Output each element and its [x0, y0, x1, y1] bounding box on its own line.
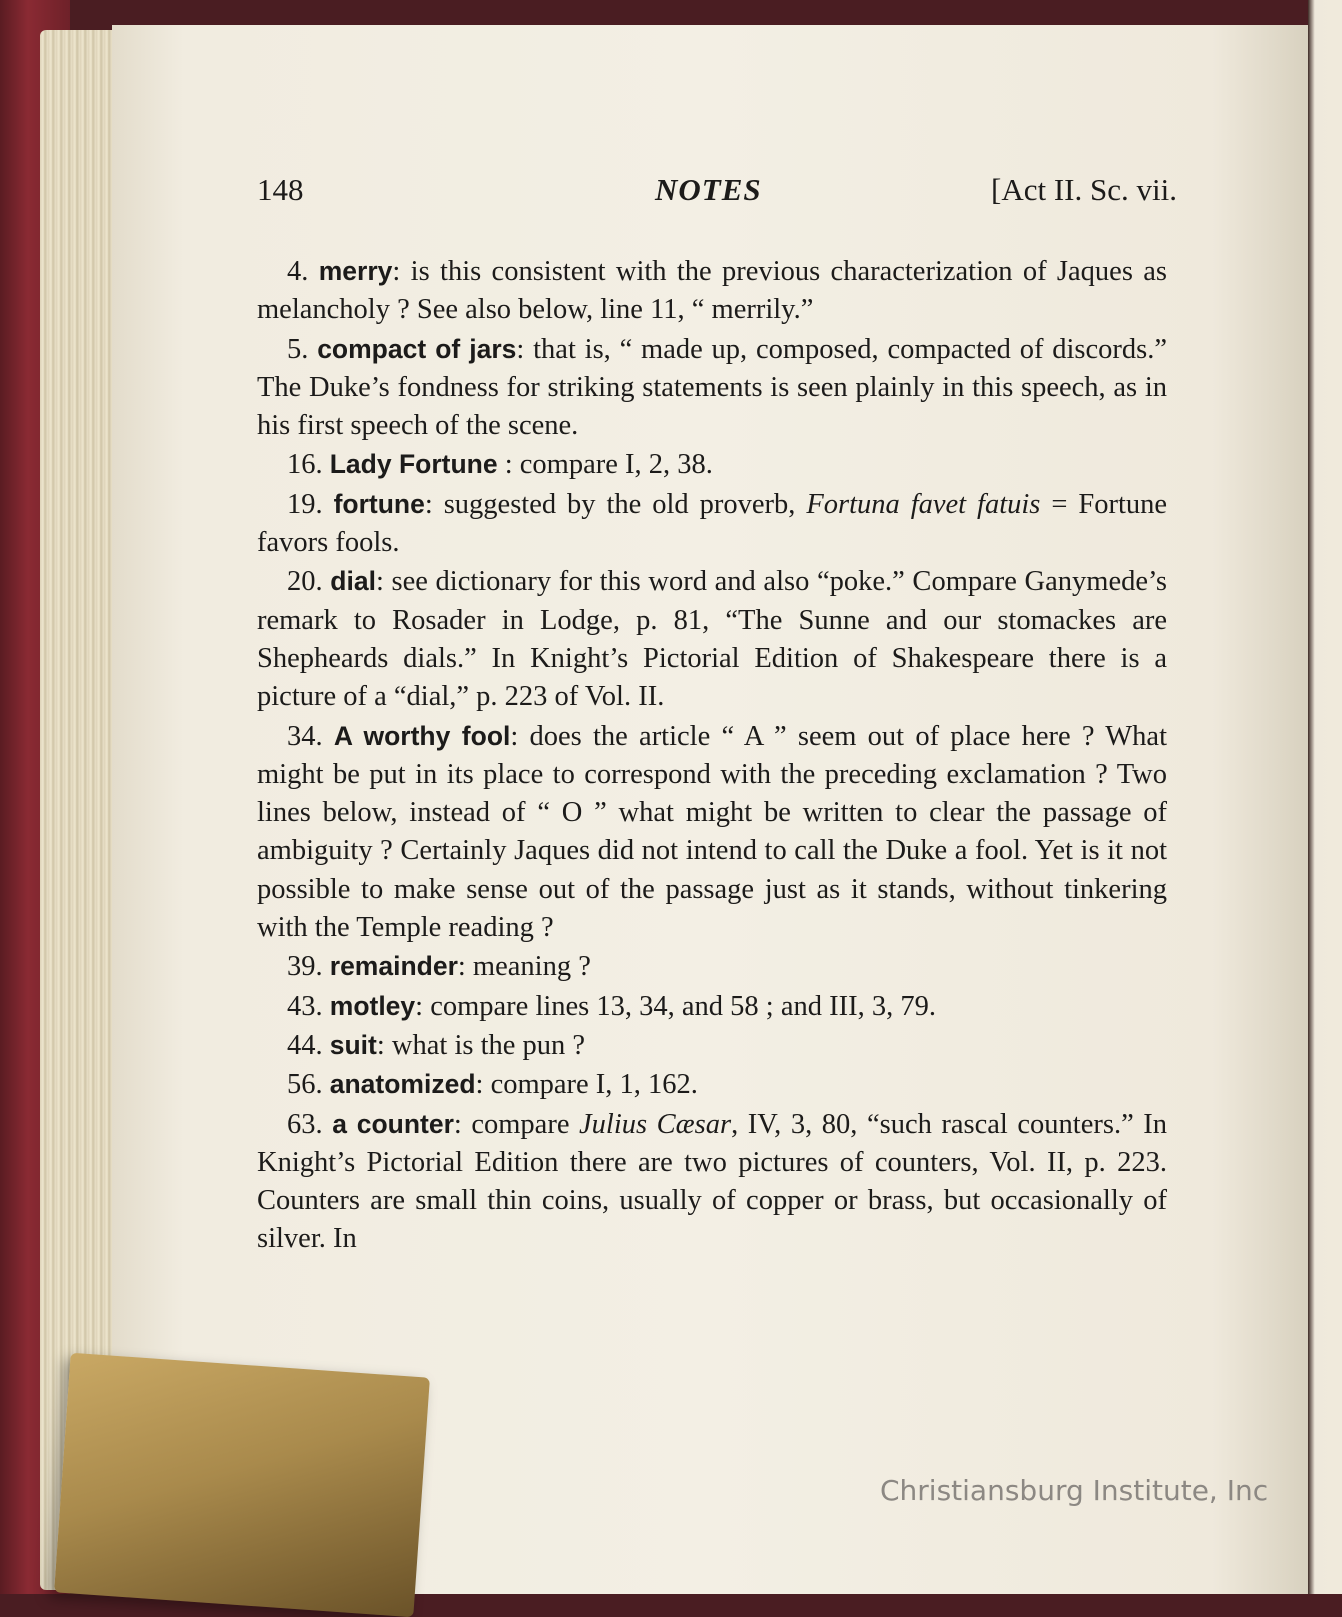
note-entry: 34. A worthy fool: does the article “ A ” seem out of place here ? What might be put in its place to correspond with the preceding exclamation ? Two lines below, instead of “ O ” what might be written to clear the passage of ambiguity ? Certainly Jaques did not intend to call the Duke a fool. Yet is it not possible to make sense out of the passage just as it stands, without tinkering with the Temple reading ? — [257, 720, 1167, 944]
note-entry: 39. remainder: meaning ? — [287, 951, 591, 983]
notes-body — [257, 252, 1167, 1259]
facing-page-edge — [1308, 0, 1342, 1594]
note-entry: 5. compact of jars: that is, “ made up, composed, compacted of discords.” The Duke’s fondness for striking statements is seen plainly in this speech, as in his first speech of the scene. — [257, 333, 1168, 442]
note-entry: 63. a counter: compare Julius Cæsar, IV, 3, 80, “such rascal counters.” In Knight’s Pictorial Edition there are two pictures of counters, Vol. II, p. 223. Counters are small thin coins, usually of copper or brass, but occasionally of silver. In — [257, 1108, 1168, 1255]
note-term: Lady Fortune — [329, 449, 498, 480]
note-entry: 20. dial: see dictionary for this word and also “poke.” Compare Ganymede’s remark to Rosader in Lodge, p. 81, “The Sunne and our stomackes are Shepheards dials.” In Knight’s Pictorial Edition of Shakespeare there is a picture of a “dial,” p. 223 of Vol. II. — [257, 566, 1168, 713]
note-entry: 43. motley: compare lines 13, 34, and 58 ; and III, 3, 79. — [287, 990, 936, 1022]
note-term: A worthy fool — [333, 720, 511, 751]
note-entry: 19. fortune: suggested by the old proverb, Fortuna favet fatuis = Fortune favors fools. — [257, 488, 1168, 559]
note-entry: 56. anatomized: compare I, 1, 162. — [287, 1069, 698, 1101]
latin-proverb: Fortuna favet fatuis — [806, 488, 1041, 520]
running-header — [257, 172, 1177, 212]
note-term: suit — [329, 1029, 377, 1060]
play-title: Julius Cæsar — [579, 1108, 732, 1140]
brass-page-clip — [54, 1353, 430, 1617]
note-term: merry — [318, 256, 393, 286]
watermark: Christiansburg Institute, Inc — [880, 1474, 1269, 1507]
section-reference: [Act II. Sc. vii. — [991, 172, 1177, 207]
note-entry: 44. suit: what is the pun ? — [287, 1029, 586, 1061]
note-term: remainder — [329, 951, 458, 982]
note-term: a counter — [332, 1108, 454, 1139]
page-title: NOTES — [655, 172, 762, 207]
note-term: compact of jars — [317, 333, 517, 364]
page-number: 148 — [257, 172, 304, 207]
note-entry: 4. merry: is this consistent with the previous characterization of Jaques as melancholy ? See also below, line 11, “ merrily.” — [257, 256, 1167, 326]
note-term: dial — [330, 566, 376, 597]
note-term: motley — [329, 990, 416, 1021]
note-term: fortune — [333, 488, 425, 519]
note-term: anatomized — [329, 1069, 476, 1100]
note-entry: 16. Lady Fortune : compare I, 2, 38. — [287, 449, 713, 481]
